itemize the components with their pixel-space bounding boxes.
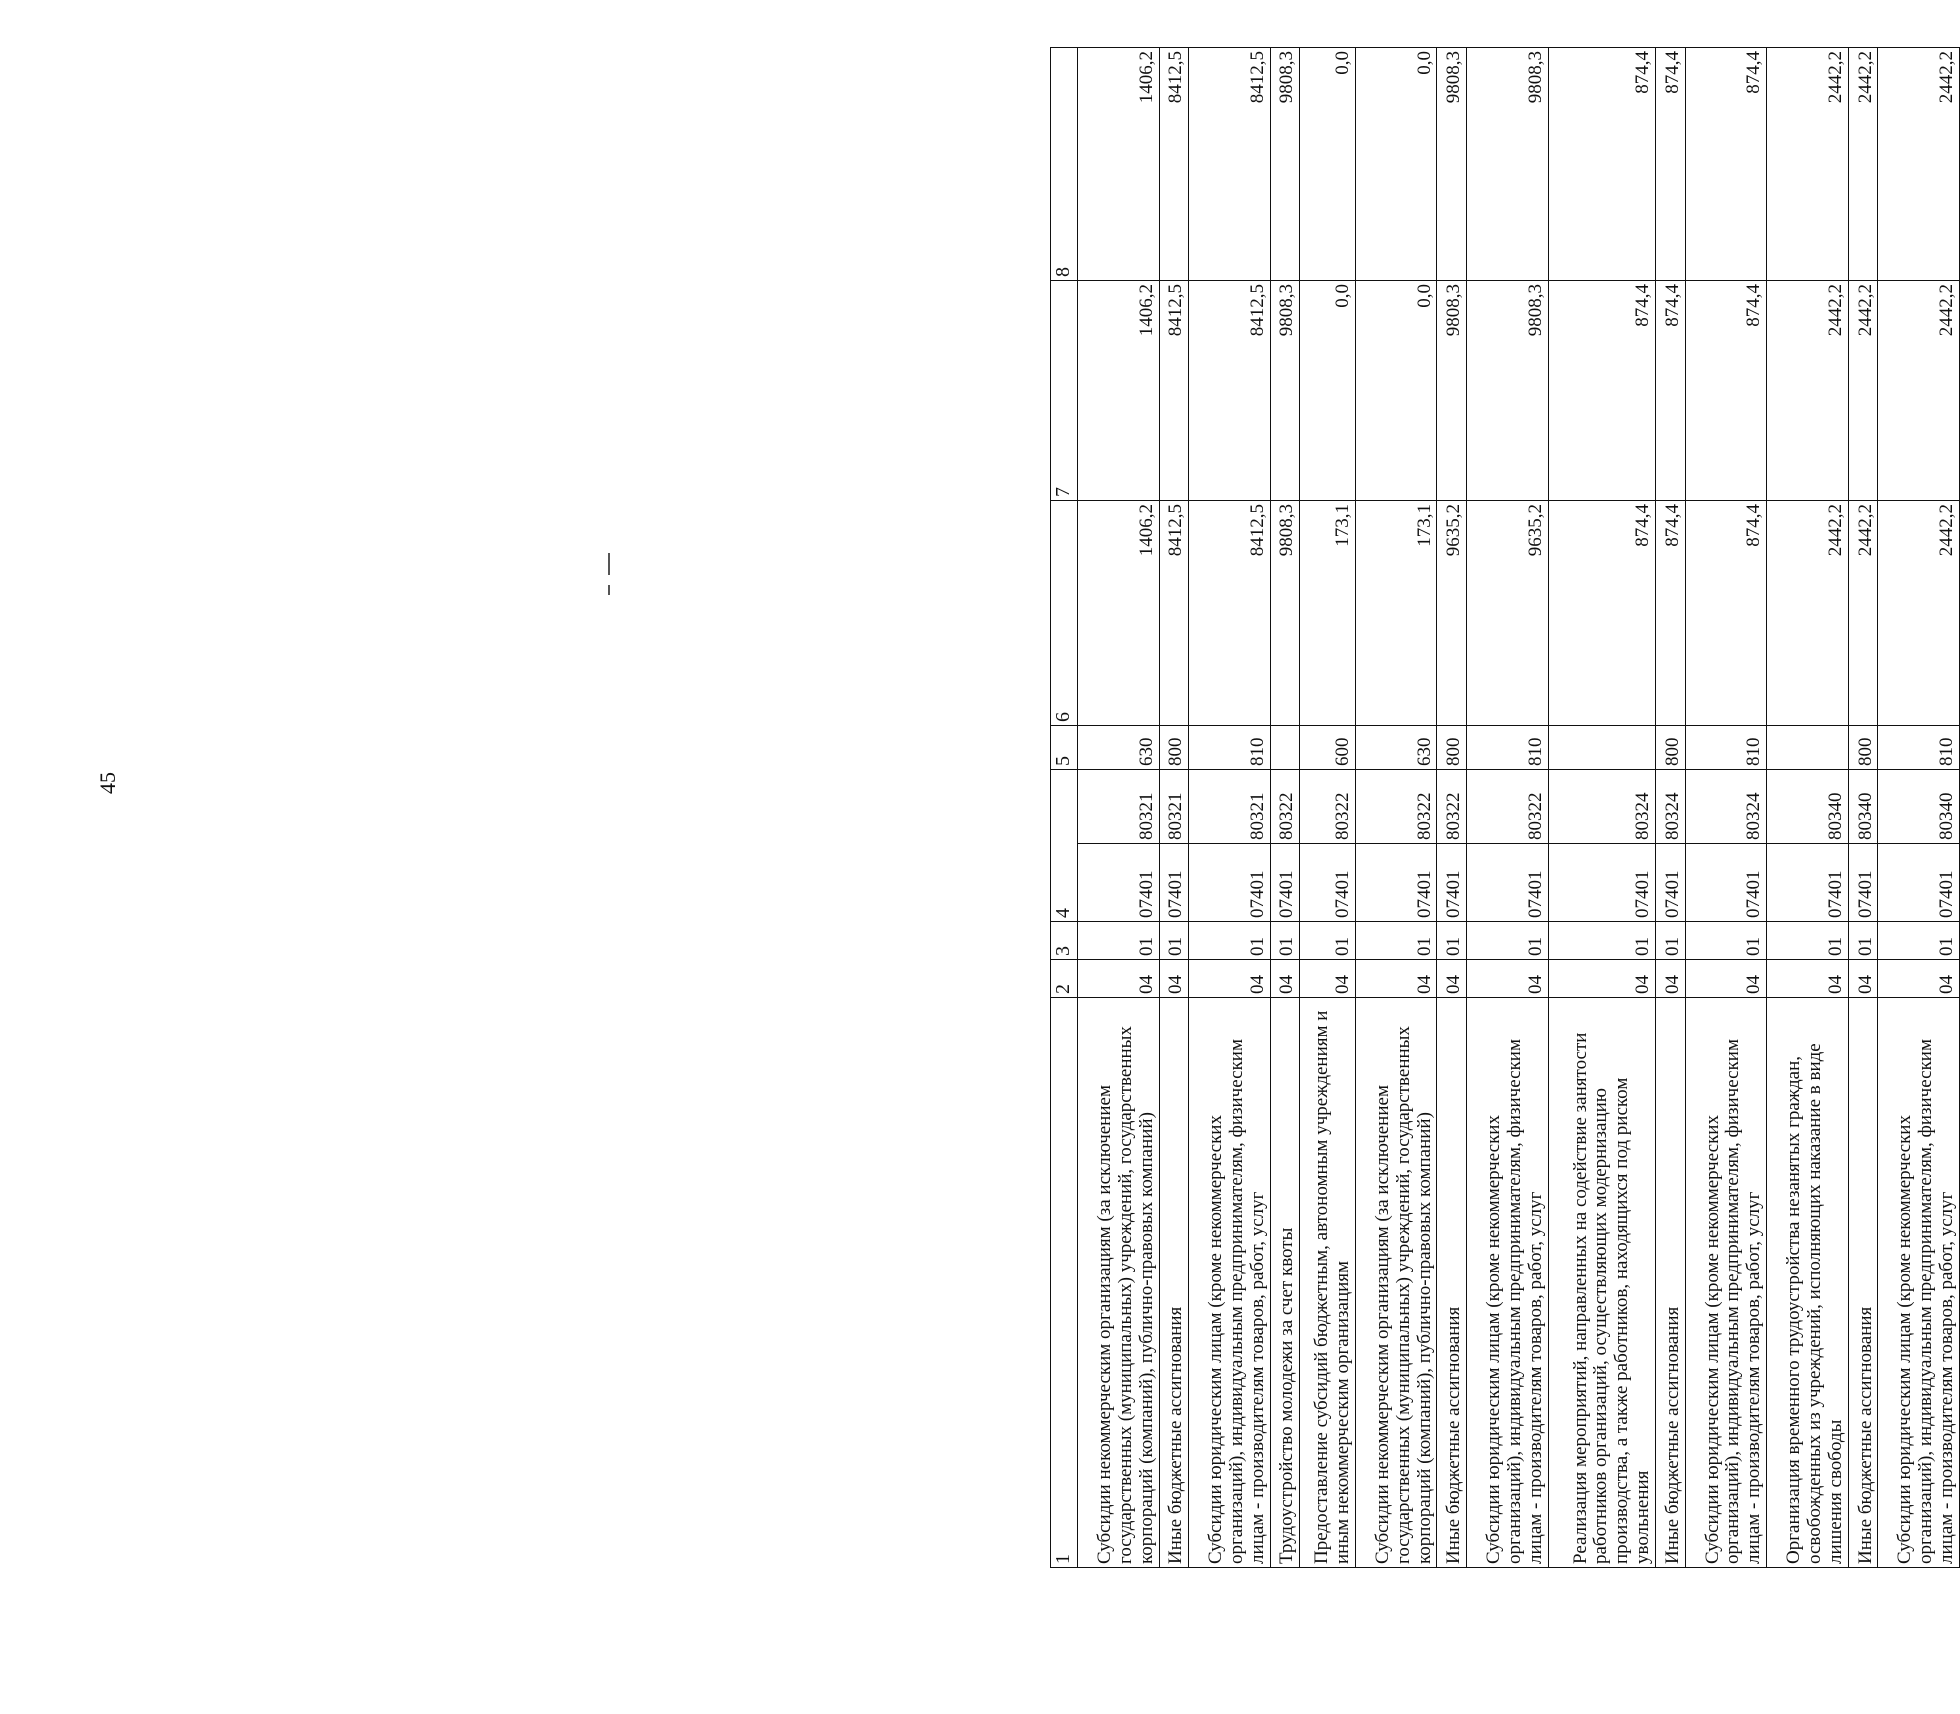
target-item-code-cell: 07401 — [1467, 844, 1549, 922]
scan-mark — [608, 585, 610, 595]
target-article-code-cell: 80324 — [1685, 770, 1767, 844]
table-row — [1270, 48, 1300, 1568]
expense-type-cell: 630 — [1078, 726, 1160, 770]
amount-col7-cell: 9808,3 — [1437, 281, 1467, 501]
target-item-code-cell: 07401 — [1437, 844, 1467, 922]
target-item-code-cell: 07401 — [1355, 844, 1437, 922]
expense-type-cell: 600 — [1300, 726, 1356, 770]
target-article-code-cell: 80324 — [1548, 770, 1655, 844]
target-article-code-cell: 80321 — [1078, 770, 1160, 844]
scan-mark — [608, 553, 610, 575]
rotated-page-content — [1050, 48, 1960, 1568]
header-cell: 8 — [1051, 48, 1078, 281]
expense-type-cell: 800 — [1159, 726, 1189, 770]
amount-col7-cell: 0,0 — [1300, 281, 1356, 501]
target-item-code-cell: 07401 — [1548, 844, 1655, 922]
table-body — [1078, 48, 1960, 1568]
chapter-code-cell: 04 — [1467, 960, 1549, 998]
table-row — [1685, 48, 1767, 1568]
target-article-code-cell: 80322 — [1300, 770, 1356, 844]
amount-col7-cell: 2442,2 — [1878, 281, 1960, 501]
amount-col8-cell: 0,0 — [1300, 48, 1356, 281]
header-cell: 4 — [1051, 770, 1078, 922]
expense-type-cell: 800 — [1656, 726, 1686, 770]
amount-col7-cell: 0,0 — [1355, 281, 1437, 501]
table-row — [1878, 48, 1960, 1568]
amount-col6-cell: 2442,2 — [1767, 501, 1849, 726]
amount-col8-cell: 874,4 — [1656, 48, 1686, 281]
page-number: 45 — [95, 772, 120, 794]
row-name-cell: Субсидии юридическим лицам (кроме некоммерческих организаций), индивидуальным предпринимателям, физическим лицам - производителям товаров, работ, услуг — [1878, 998, 1960, 1568]
row-name-cell: Субсидии юридическим лицам (кроме некоммерческих организаций), индивидуальным предпринимателям, физическим лицам - производителям товаров, работ, услуг — [1685, 998, 1767, 1568]
target-item-code-cell: 07401 — [1189, 844, 1271, 922]
target-article-code-cell: 80322 — [1467, 770, 1549, 844]
chapter-code-cell: 04 — [1078, 960, 1160, 998]
subsection-code-cell: 01 — [1189, 922, 1271, 960]
amount-col8-cell: 9808,3 — [1270, 48, 1300, 281]
amount-col6-cell: 1406,2 — [1078, 501, 1160, 726]
row-name-cell: Иные бюджетные ассигнования — [1437, 998, 1467, 1568]
amount-col8-cell: 2442,2 — [1767, 48, 1849, 281]
target-article-code-cell: 80340 — [1878, 770, 1960, 844]
amount-col6-cell: 173,1 — [1300, 501, 1356, 726]
expense-type-cell: 800 — [1848, 726, 1878, 770]
subsection-code-cell: 01 — [1685, 922, 1767, 960]
amount-col6-cell: 2442,2 — [1878, 501, 1960, 726]
amount-col7-cell: 8412,5 — [1189, 281, 1271, 501]
header-cell: 1 — [1051, 998, 1078, 1568]
amount-col8-cell: 2442,2 — [1878, 48, 1960, 281]
row-name-cell: Иные бюджетные ассигнования — [1159, 998, 1189, 1568]
target-item-code-cell: 07401 — [1656, 844, 1686, 922]
expense-type-cell: 630 — [1355, 726, 1437, 770]
amount-col7-cell: 874,4 — [1656, 281, 1686, 501]
amount-col6-cell: 2442,2 — [1848, 501, 1878, 726]
row-name-cell: Иные бюджетные ассигнования — [1848, 998, 1878, 1568]
amount-col7-cell: 874,4 — [1548, 281, 1655, 501]
header-cell: 3 — [1051, 922, 1078, 960]
amount-col7-cell: 874,4 — [1685, 281, 1767, 501]
target-item-code-cell: 07401 — [1685, 844, 1767, 922]
row-name-cell: Субсидии юридическим лицам (кроме некоммерческих организаций), индивидуальным предпринимателям, физическим лицам - производителям товаров, работ, услуг — [1467, 998, 1549, 1568]
chapter-code-cell: 04 — [1656, 960, 1686, 998]
subsection-code-cell: 01 — [1767, 922, 1849, 960]
amount-col8-cell: 8412,5 — [1159, 48, 1189, 281]
amount-col8-cell: 2442,2 — [1848, 48, 1878, 281]
target-item-code-cell: 07401 — [1159, 844, 1189, 922]
amount-col6-cell: 9635,2 — [1437, 501, 1467, 726]
row-name-cell: Субсидии некоммерческим организациям (за исключением государственных (муниципальных) учреждений, государственных корпораций (компаний), публично-правовых компаний) — [1078, 998, 1160, 1568]
row-name-cell: Реализация мероприятий, направленных на содействие занятости работников организаций, осуществляющих модернизацию производства, а также работников, находящихся под риском увольнения — [1548, 998, 1655, 1568]
target-article-code-cell: 80340 — [1848, 770, 1878, 844]
chapter-code-cell: 04 — [1878, 960, 1960, 998]
expense-type-cell: 810 — [1467, 726, 1549, 770]
chapter-code-cell: 04 — [1848, 960, 1878, 998]
expense-type-cell — [1270, 726, 1300, 770]
table-row — [1300, 48, 1356, 1568]
target-article-code-cell: 80324 — [1656, 770, 1686, 844]
chapter-code-cell: 04 — [1189, 960, 1271, 998]
chapter-code-cell: 04 — [1159, 960, 1189, 998]
subsection-code-cell: 01 — [1270, 922, 1300, 960]
header-cell: 6 — [1051, 501, 1078, 726]
table-row — [1355, 48, 1437, 1568]
subsection-code-cell: 01 — [1437, 922, 1467, 960]
target-article-code-cell: 80322 — [1270, 770, 1300, 844]
target-article-code-cell: 80322 — [1437, 770, 1467, 844]
amount-col7-cell: 2442,2 — [1767, 281, 1849, 501]
target-item-code-cell: 07401 — [1767, 844, 1849, 922]
target-item-code-cell: 07401 — [1078, 844, 1160, 922]
target-item-code-cell: 07401 — [1270, 844, 1300, 922]
subsection-code-cell: 01 — [1467, 922, 1549, 960]
amount-col7-cell: 1406,2 — [1078, 281, 1160, 501]
table-row — [1848, 48, 1878, 1568]
amount-col6-cell: 8412,5 — [1159, 501, 1189, 726]
expense-type-cell: 810 — [1685, 726, 1767, 770]
subsection-code-cell: 01 — [1548, 922, 1655, 960]
amount-col7-cell: 2442,2 — [1848, 281, 1878, 501]
chapter-code-cell: 04 — [1300, 960, 1356, 998]
table-row — [1656, 48, 1686, 1568]
subsection-code-cell: 01 — [1878, 922, 1960, 960]
table-row — [1767, 48, 1849, 1568]
amount-col6-cell: 9635,2 — [1467, 501, 1549, 726]
table-row — [1159, 48, 1189, 1568]
expense-type-cell — [1548, 726, 1655, 770]
table-row — [1189, 48, 1271, 1568]
header-cell: 7 — [1051, 281, 1078, 501]
amount-col6-cell: 173,1 — [1355, 501, 1437, 726]
amount-col6-cell: 9808,3 — [1270, 501, 1300, 726]
table-row — [1437, 48, 1467, 1568]
subsection-code-cell: 01 — [1078, 922, 1160, 960]
target-article-code-cell: 80322 — [1355, 770, 1437, 844]
target-item-code-cell: 07401 — [1300, 844, 1356, 922]
subsection-code-cell: 01 — [1300, 922, 1356, 960]
amount-col8-cell: 0,0 — [1355, 48, 1437, 281]
subsection-code-cell: 01 — [1355, 922, 1437, 960]
header-cell: 2 — [1051, 960, 1078, 998]
table-row — [1078, 48, 1160, 1568]
amount-col6-cell: 874,4 — [1656, 501, 1686, 726]
expense-type-cell: 810 — [1878, 726, 1960, 770]
amount-col6-cell: 8412,5 — [1189, 501, 1271, 726]
subsection-code-cell: 01 — [1159, 922, 1189, 960]
target-article-code-cell: 80321 — [1189, 770, 1271, 844]
subsection-code-cell: 01 — [1656, 922, 1686, 960]
table-row — [1467, 48, 1549, 1568]
header-cell: 5 — [1051, 726, 1078, 770]
chapter-code-cell: 04 — [1355, 960, 1437, 998]
expense-type-cell — [1767, 726, 1849, 770]
amount-col8-cell: 9808,3 — [1437, 48, 1467, 281]
table-header-row — [1051, 48, 1078, 1568]
amount-col8-cell: 1406,2 — [1078, 48, 1160, 281]
amount-col8-cell: 8412,5 — [1189, 48, 1271, 281]
row-name-cell: Иные бюджетные ассигнования — [1656, 998, 1686, 1568]
row-name-cell: Организация временного трудоустройства незанятых граждан, освобожденных из учреждений, исполняющих наказание в виде лишения свободы — [1767, 998, 1849, 1568]
row-name-cell: Предоставление субсидий бюджетным, автономным учреждениям и иным некоммерческим организациям — [1300, 998, 1356, 1568]
amount-col8-cell: 874,4 — [1548, 48, 1655, 281]
subsection-code-cell: 01 — [1848, 922, 1878, 960]
amount-col8-cell: 874,4 — [1685, 48, 1767, 281]
table-row — [1548, 48, 1655, 1568]
chapter-code-cell: 04 — [1270, 960, 1300, 998]
row-name-cell: Трудоустройство молодежи за счет квоты — [1270, 998, 1300, 1568]
chapter-code-cell: 04 — [1548, 960, 1655, 998]
chapter-code-cell: 04 — [1767, 960, 1849, 998]
amount-col6-cell: 874,4 — [1548, 501, 1655, 726]
amount-col7-cell: 8412,5 — [1159, 281, 1189, 501]
target-item-code-cell: 07401 — [1878, 844, 1960, 922]
row-name-cell: Субсидии некоммерческим организациям (за исключением государственных (муниципальных) учреждений, государственных корпораций (компаний), публично-правовых компаний) — [1355, 998, 1437, 1568]
target-item-code-cell: 07401 — [1848, 844, 1878, 922]
expense-type-cell: 810 — [1189, 726, 1271, 770]
expense-type-cell: 800 — [1437, 726, 1467, 770]
row-name-cell: Субсидии юридическим лицам (кроме некоммерческих организаций), индивидуальным предпринимателям, физическим лицам - производителям товаров, работ, услуг — [1189, 998, 1271, 1568]
amount-col7-cell: 9808,3 — [1270, 281, 1300, 501]
amount-col7-cell: 9808,3 — [1467, 281, 1549, 501]
chapter-code-cell: 04 — [1685, 960, 1767, 998]
budget-table — [1050, 47, 1960, 1568]
target-article-code-cell: 80321 — [1159, 770, 1189, 844]
chapter-code-cell: 04 — [1437, 960, 1467, 998]
amount-col6-cell: 874,4 — [1685, 501, 1767, 726]
amount-col8-cell: 9808,3 — [1467, 48, 1549, 281]
target-article-code-cell: 80340 — [1767, 770, 1849, 844]
